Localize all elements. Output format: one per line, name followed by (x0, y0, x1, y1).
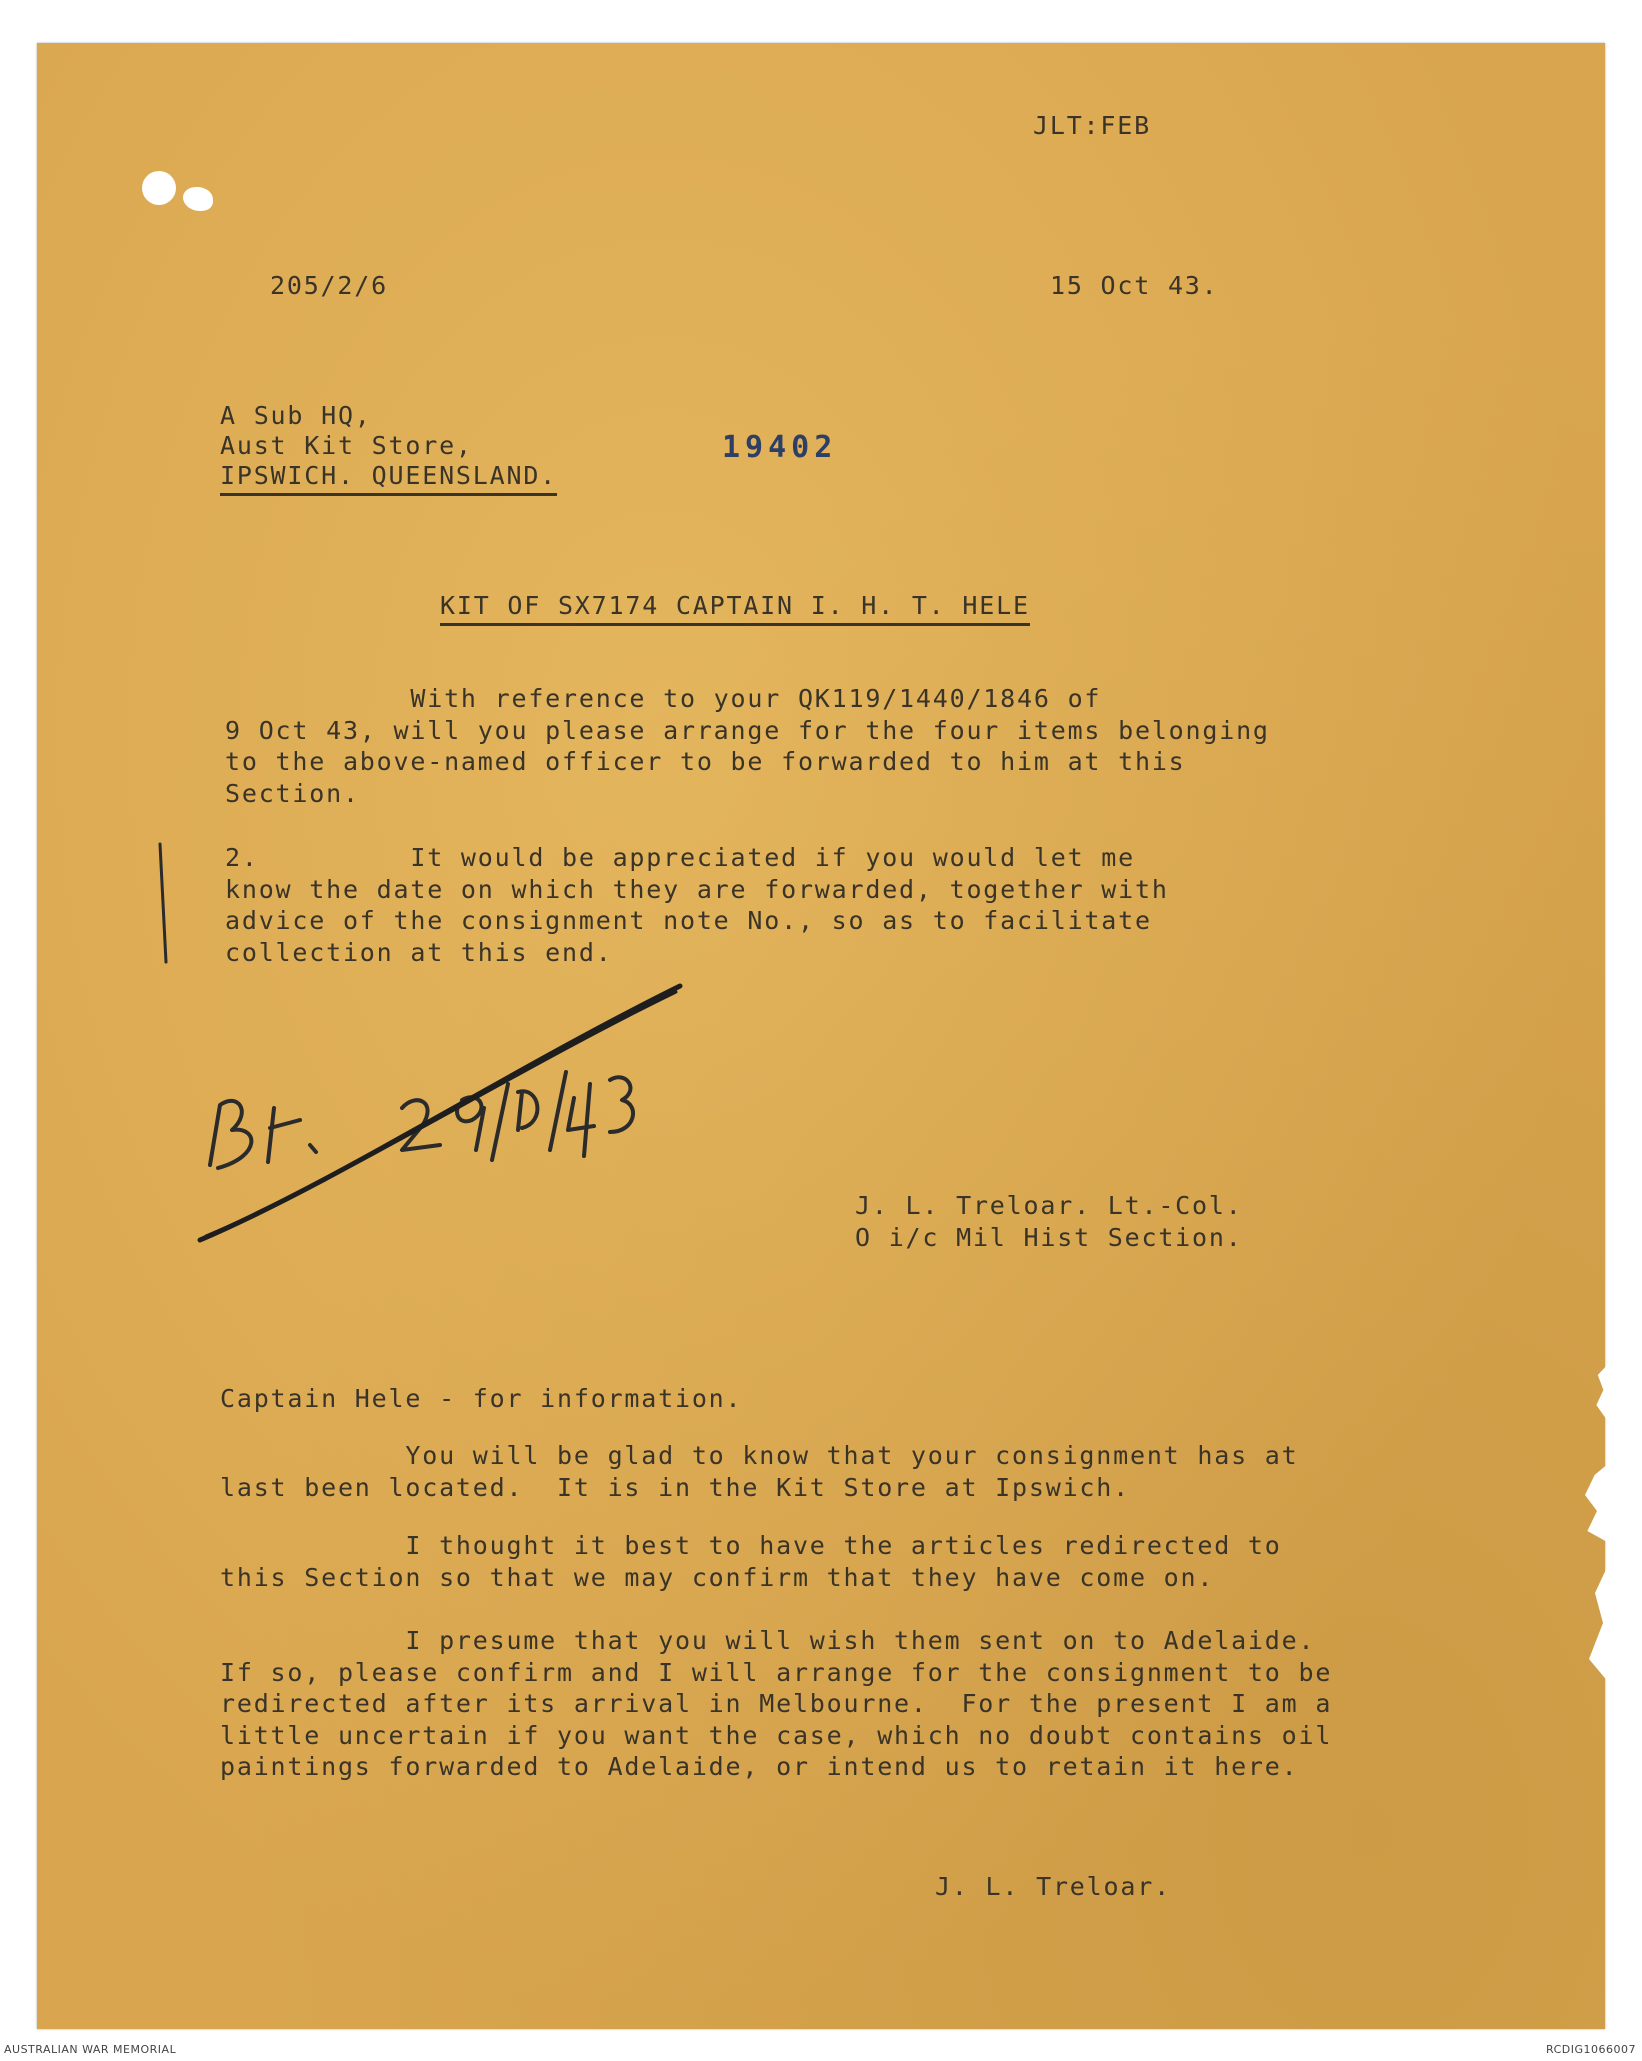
paragraph-3: You will be glad to know that your consignment has at last been located. It is in the Kit Store at Ipswich. (220, 1441, 1299, 1502)
margin-pencil-mark (152, 840, 172, 970)
address-line: A Sub HQ, (220, 401, 372, 430)
subject-line: KIT OF SX7174 CAPTAIN I. H. T. HELE (440, 590, 1030, 626)
torn-edge (1585, 1463, 1609, 1543)
typist-initials: JLT:FEB (1033, 111, 1151, 140)
minute-heading: Captain Hele - for information. (220, 1384, 743, 1413)
file-reference: 205/2/6 (270, 271, 388, 300)
torn-edge (1589, 1563, 1609, 1683)
punch-hole (142, 171, 176, 205)
letter-date: 15 Oct 43. (1050, 271, 1219, 300)
paragraph-2: 2. It would be appreciated if you would let me know the date on which they are forwarded, together with advice of the consignment note No., so as to facilitate collection at this end. (225, 843, 1169, 967)
signature-name: J. L. Treloar. Lt.-Col. (855, 1191, 1243, 1220)
paragraph-4: I thought it best to have the articles redirected to this Section so that we may confirm that they have come on. (220, 1531, 1282, 1592)
torn-edge (1595, 1363, 1609, 1423)
paragraph-5: I presume that you will wish them sent on to Adelaide. If so, please confirm and I will arrange for the consignment to be redirected after its arrival in Melbourne. For the present I am a little uncertain if you want the case, which no doubt contains oil paintings forwarded to Adelaide, or intend us to retain it here. (220, 1626, 1333, 1781)
address-line: Aust Kit Store, (220, 431, 473, 460)
address-line: IPSWICH. QUEENSLAND. (220, 460, 557, 496)
handwritten-note (190, 980, 710, 1260)
archive-id: RCDIG1066007 (1545, 2043, 1636, 2056)
paragraph-1: With reference to your QK119/1440/1846 of 9 Oct 43, will you please arrange for the four items belonging to the above-named officer to be forwarded to him at this Section. (225, 684, 1270, 808)
registry-stamp: 19402 (722, 430, 838, 465)
archive-credit: AUSTRALIAN WAR MEMORIAL (4, 2043, 177, 2056)
punch-hole-torn (183, 187, 213, 211)
signature-title: O i/c Mil Hist Section. (855, 1223, 1243, 1252)
closing-signature: J. L. Treloar. (935, 1872, 1171, 1901)
